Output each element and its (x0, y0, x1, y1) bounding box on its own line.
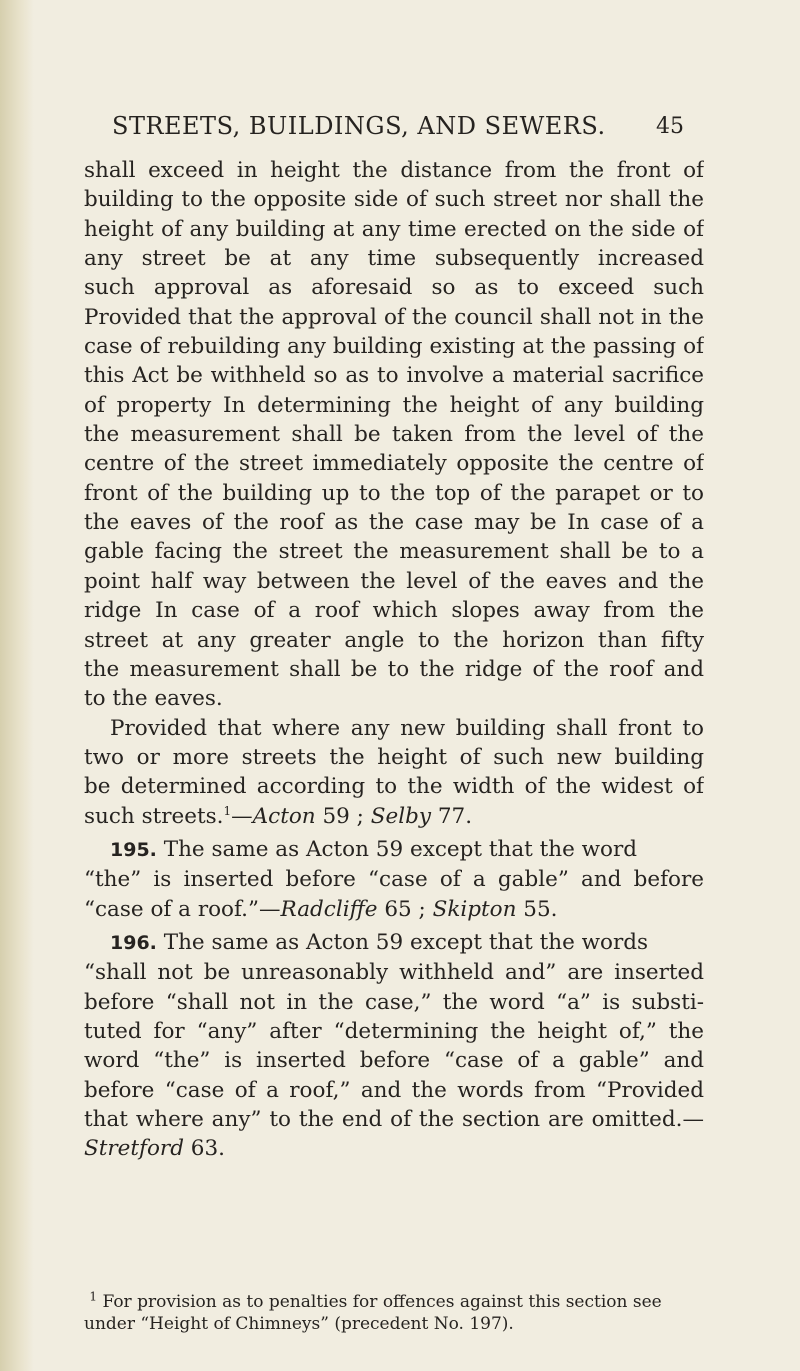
footnote-line: under “Height of Chimneys” (precedent No. 197). (84, 1313, 514, 1334)
citation: Selby (370, 803, 432, 829)
section-number: 196. (110, 931, 157, 954)
text-line: ridge In case of a roof which slopes away from the (84, 598, 704, 624)
text-line (84, 928, 704, 958)
text-line: two or more streets the height of such new building (84, 744, 704, 770)
citation: Radcliffe (280, 896, 378, 922)
text-line: the measurement shall be taken from the level of the (84, 422, 704, 448)
page-number: 45 (656, 114, 684, 139)
footnote-line (84, 1289, 724, 1314)
section-196 (84, 928, 704, 1164)
text-line (84, 802, 704, 831)
text-line: case of rebuilding any building existing at the passing of (84, 334, 704, 360)
text-run: The same as Acton 59 except that the words (156, 929, 649, 955)
text-line: such approval as aforesaid so as to exceed such (84, 275, 704, 301)
text-line: before “case of a roof,” and the words from “Provided (84, 1077, 704, 1103)
text-line: height of any building at any time erected on the side of (84, 216, 704, 242)
text-run: such streets. (84, 803, 224, 829)
footnote-text: For provision as to penalties for offences against this section see (97, 1292, 662, 1312)
citation: Stretford (84, 1136, 184, 1162)
dash: — (231, 803, 253, 829)
text-line: street at any greater angle to the horizon than fifty (84, 627, 704, 653)
citation-number: 63. (183, 1136, 225, 1162)
paragraph-1 (84, 156, 704, 714)
citation: Acton (252, 803, 316, 829)
text-line: to the eaves. (84, 686, 223, 712)
section-number: 195. (110, 838, 157, 861)
text-line: Provided that the approval of the council shall not in the (84, 304, 704, 330)
text-line (84, 1134, 704, 1163)
text-line: “the” is inserted before “case of a gable” and before (84, 867, 704, 893)
text-line: point half way between the level of the eaves and the (84, 568, 704, 594)
text-line (84, 895, 704, 924)
text-line: centre of the street immediately opposite the centre of (84, 451, 704, 477)
text-line: any street be at any time subsequently increased (84, 246, 704, 272)
text-line: this Act be withheld so as to involve a material sacrifice (84, 363, 704, 389)
text-line: building to the opposite side of such street nor shall the (84, 187, 704, 213)
citation-number: 55. (516, 896, 558, 922)
text-line (84, 835, 704, 865)
paragraph-2 (84, 714, 704, 831)
citation-number: 77. (431, 803, 473, 829)
footnote-marker: 1 (89, 1289, 98, 1304)
page-edge-shadow (0, 0, 34, 1371)
body-text (84, 156, 704, 1164)
text-line: be determined according to the width of the widest of (84, 774, 704, 800)
text-line: “shall not be unreasonably withheld and” are inserted (84, 960, 704, 986)
text-line: word “the” is inserted before “case of a gable” and (84, 1048, 704, 1074)
page-header (0, 112, 800, 152)
text-run: “case of a roof.”— (84, 896, 281, 922)
text-line: tuted for “any” after “determining the height of,” the (84, 1018, 704, 1044)
text-line: the measurement shall be to the ridge of the roof and (84, 656, 704, 682)
text-line: shall exceed in height the distance from the front of (84, 158, 704, 183)
running-title: STREETS, BUILDINGS, AND SEWERS. (112, 112, 606, 140)
footnote-ref: 1 (223, 803, 232, 818)
text-line: gable facing the street the measurement shall be to a (84, 539, 704, 565)
text-line: that where any” to the end of the section are omitted.— (84, 1107, 704, 1132)
text-run: The same as Acton 59 except that the word (156, 836, 638, 862)
text-line: front of the building up to the top of the parapet or to (84, 480, 704, 506)
citation-number: 59 ; (315, 803, 371, 829)
section-195 (84, 835, 704, 924)
citation: Skipton (432, 896, 517, 922)
footnote (84, 1289, 724, 1335)
text-line: Provided that where any new building shall front to (110, 715, 704, 741)
text-line: the eaves of the roof as the case may be In case of a (84, 510, 704, 536)
citation-number: 65 ; (377, 896, 433, 922)
text-line: before “shall not in the case,” the word “a” is substi- (84, 989, 704, 1015)
text-line: of property In determining the height of any building (84, 392, 704, 418)
